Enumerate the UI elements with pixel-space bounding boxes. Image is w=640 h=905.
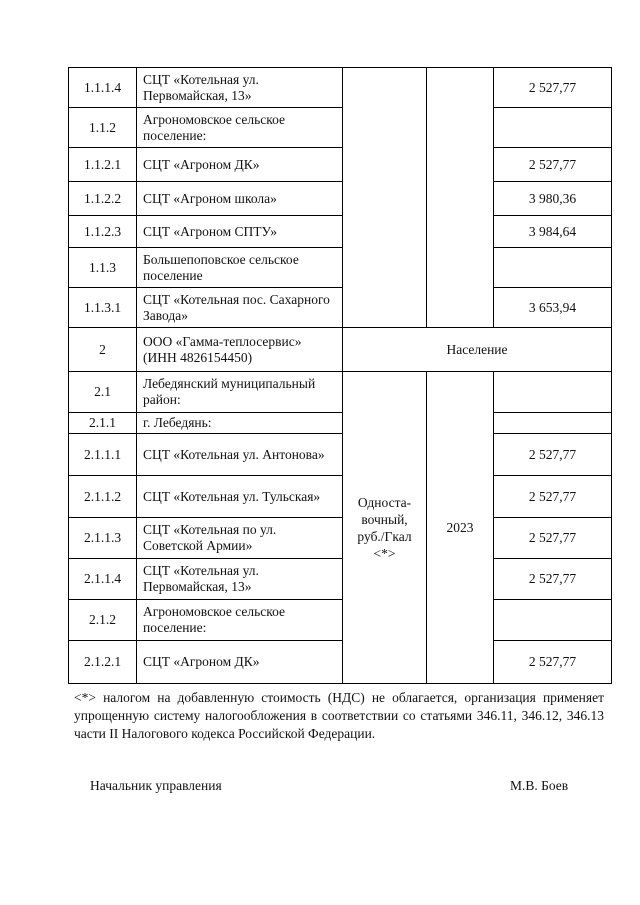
row-name: СЦТ «Агроном ДК»	[137, 148, 343, 182]
merged-blank-cell	[343, 68, 427, 328]
row-value	[494, 108, 612, 148]
table-row	[69, 248, 612, 288]
tariff-type-cell	[343, 372, 427, 684]
tariff-table	[68, 67, 612, 684]
row-value: 3 984,64	[494, 216, 612, 248]
row-number: 1.1.1.4	[69, 68, 137, 108]
row-value: 2 527,77	[494, 148, 612, 182]
row-number: 2.1	[69, 372, 137, 413]
row-name: г. Лебедянь:	[137, 413, 343, 434]
row-number: 2.1.1.2	[69, 476, 137, 518]
row-number: 1.1.2.2	[69, 182, 137, 216]
row-value: 2 527,77	[494, 434, 612, 476]
tariff-type-line: руб./Гкал	[357, 528, 412, 544]
row-number: 2.1.1	[69, 413, 137, 434]
footnote: <*> налогом на добавленную стоимость (НДС) не облагается, организация применяет упрощенную систему налогообложения в соответствии со статьями 346.11, 346.12, 346.13 части II Налогового кодекса Российской Федерации.	[74, 690, 604, 741]
row-value: 2 527,77	[494, 518, 612, 559]
row-name: СЦТ «Котельная ул. Антонова»	[137, 434, 343, 476]
row-number: 1.1.2.3	[69, 216, 137, 248]
tariff-type-line: <*>	[373, 545, 396, 561]
row-name: СЦТ «Агроном ДК»	[137, 641, 343, 684]
table-row	[69, 518, 612, 559]
table-row	[69, 68, 612, 108]
row-name: СЦТ «Котельная по ул. Советской Армии»	[137, 518, 343, 559]
row-number: 2	[69, 328, 137, 372]
row-name: Агрономовское сельское поселение:	[137, 600, 343, 641]
table-row	[69, 600, 612, 641]
row-name: СЦТ «Котельная ул. Первомайская, 13»	[137, 68, 343, 108]
row-value	[494, 413, 612, 434]
row-name: СЦТ «Котельная ул. Первомайская, 13»	[137, 559, 343, 600]
table-row	[69, 182, 612, 216]
row-number: 2.1.2	[69, 600, 137, 641]
row-number: 1.1.2.1	[69, 148, 137, 182]
row-number: 1.1.3	[69, 248, 137, 288]
table-row	[69, 108, 612, 148]
tariff-type-line: Односта-	[357, 494, 412, 510]
table-row	[69, 641, 612, 684]
row-value: 3 653,94	[494, 288, 612, 328]
row-value	[494, 600, 612, 641]
row-name: Лебедянский муниципальный район:	[137, 372, 343, 413]
year-cell: 2023	[427, 372, 494, 684]
row-number: 2.1.1.4	[69, 559, 137, 600]
row-value	[494, 248, 612, 288]
row-value: 2 527,77	[494, 641, 612, 684]
row-name: СЦТ «Котельная ул. Тульская»	[137, 476, 343, 518]
row-name: СЦТ «Котельная пос. Сахарного Завода»	[137, 288, 343, 328]
row-name: СЦТ «Агроном СПТУ»	[137, 216, 343, 248]
table-row	[69, 476, 612, 518]
row-name: ООО «Гамма-теплосервис» (ИНН 4826154450)	[137, 328, 343, 372]
row-number: 2.1.2.1	[69, 641, 137, 684]
table-row	[69, 148, 612, 182]
row-value: 2 527,77	[494, 68, 612, 108]
row-value: 2 527,77	[494, 559, 612, 600]
row-number: 2.1.1.1	[69, 434, 137, 476]
table-row	[69, 559, 612, 600]
row-number: 1.1.2	[69, 108, 137, 148]
organization-row	[69, 328, 612, 372]
table-row	[69, 372, 612, 413]
consumer-group: Население	[343, 328, 612, 372]
row-number: 1.1.3.1	[69, 288, 137, 328]
row-name: Большепоповское сельское поселение	[137, 248, 343, 288]
table-row	[69, 413, 612, 434]
row-number: 2.1.1.3	[69, 518, 137, 559]
row-name: Агрономовское сельское поселение:	[137, 108, 343, 148]
row-value	[494, 372, 612, 413]
table-row	[69, 216, 612, 248]
table-row	[69, 434, 612, 476]
signature-name: М.В. Боев	[510, 778, 569, 793]
row-value: 2 527,77	[494, 476, 612, 518]
table-row	[69, 288, 612, 328]
merged-blank-cell	[427, 68, 494, 328]
row-value: 3 980,36	[494, 182, 612, 216]
row-name: СЦТ «Агроном школа»	[137, 182, 343, 216]
signature-position: Начальник управления	[90, 778, 222, 793]
tariff-type-line: вочный,	[361, 511, 408, 527]
